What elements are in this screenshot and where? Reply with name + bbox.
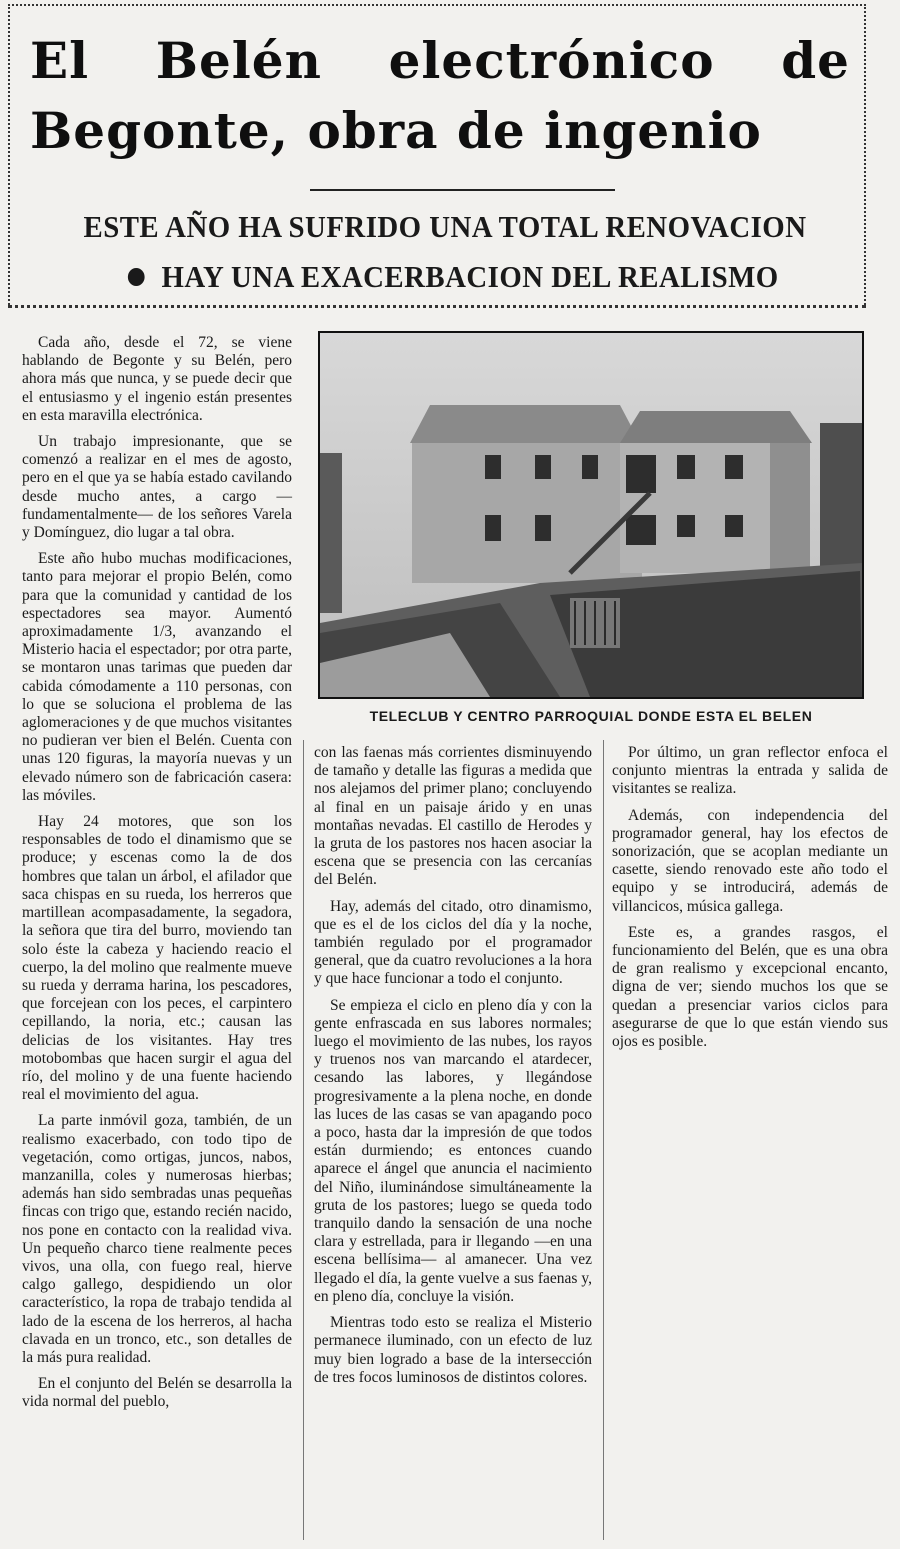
paragraph: Un trabajo impresionante, que se comenzó a realizar en el mes de agosto, pero en el que ya se había estado cavilando desde mucho antes, a cargo —fundamentalmente— de los señores Varela y Domínguez, dio lugar a tal obra. (22, 433, 292, 542)
bullet-separator-icon (128, 268, 145, 286)
paragraph: Hay, además del citado, otro dinamismo, que es el de los ciclos del día y la noche, también regulado por el programador general, que da cuatro revoluciones a la hora y que hace funcionar a todo el conjunto. (314, 897, 592, 988)
paragraph: con las faenas más corrientes disminuyendo de tamaño y detalle las figuras a medida que nos alejamos del primer plano; concluyendo al final en un paisaje árido y en unas montañas nevadas. El castillo de Herodes y la gruta de los pastores nos hacen asociar la escena que se presencia con las cercanías del Belén. (314, 744, 592, 889)
paragraph: Hay 24 motores, que son los responsables de todo el dinamismo que se produce; y escenas como la de dos hombres que talan un árbol, el afilador que saca chispas en su rueda, los herreros que martillean acompasadamente, la segadora, la señora que tira del burro, moviendo tan solo éste la cabeza y haciendo reacio el cuerpo, la del molino que realmente mueve su rueda y derrama harina, los pescadores, que forcejean con los peces, el carpintero cepillando, la noria, etc.; causan las delicias de los visitantes. Hay tres motobombas que hacen surgir el agua del río, del molino y de una fuente haciendo real el movimiento del agua. (22, 813, 292, 1104)
paragraph: Este es, a grandes rasgos, el funcionamiento del Belén, que es una obra de gran realismo y excepcional encanto, digna de ver; siendo muchos los que se quedan a presenciar varios ciclos para asegurarse de que lo que están viendo sus ojos es posible. (612, 923, 888, 1051)
text-column-3 (612, 744, 888, 1059)
paragraph: Este año hubo muchas modificaciones, tanto para mejorar el propio Belén, como para que la comunidad y cantidad de los espectadores sea mayor. Aumentó aproximadamente 1/3, avanzando el Misterio hacia el espectador; por otra parte, se montaron unas tarimas que pueden dar cabida cómodamente a 110 personas, con lo que se soluciona el problema de las aglomeraciones y de que muchos visitantes no pudieran ver bien el Belén. Cuenta con unas 120 figuras, la mayoría nuevas y un elevado número son de fabricación casera: las móviles. (22, 550, 292, 804)
text-column-1 (22, 334, 292, 1420)
subheadline (68, 202, 821, 302)
paragraph: Por último, un gran reflector enfoca el conjunto mientras la entrada y salida de visitantes se realiza. (612, 744, 888, 798)
teleclub-building-image (320, 333, 862, 697)
paragraph: En el conjunto del Belén se desarrolla la vida normal del pueblo, (22, 1375, 292, 1411)
headline: El Belén electrónico de Begonte, obra de ingenio (30, 31, 850, 160)
subheadline-part-1: ESTE AÑO HA SUFRIDO UNA TOTAL RENOVACION (83, 209, 807, 244)
column-divider (303, 740, 304, 1540)
photo-caption: TELECLUB Y CENTRO PARROQUIAL DONDE ESTA EL BELEN (369, 708, 813, 724)
paragraph: Cada año, desde el 72, se viene hablando de Begonte y su Belén, pero ahora más que nunca, y se puede decir que el entusiasmo y el ingenio están presentes en esta maravilla electrónica. (22, 334, 292, 424)
paragraph: Se empieza el ciclo en pleno día y con la gente enfrascada en sus labores normales; luego el movimiento de las nubes, los rayos y truenos nos van marcando el atardecer, cesando las labores, y llegándose progresivamente a la plena noche, en donde las luces de las casas se van apagando poco a poco, hasta dar la impresión de que todos están durmiendo; es entonces cuando aparece el ángel que anuncia el nacimiento del Niño, iluminándose simultáneamente la gruta de los pastores; luego se queda todo tranquilo dando la sensación de una noche clara y estrellada, para ir llegando —en una escena bellísima— al amanecer. Una vez llegado el día, la gente vuelve a sus faenas y, en pleno día, concluye la visión. (314, 996, 592, 1305)
paragraph: Mientras todo esto se realiza el Misterio permanece iluminado, con un efecto de luz muy bien logrado a base de la intersección de tres focos luminosos de distintos colores. (314, 1314, 592, 1386)
paragraph: Además, con independencia del programador general, hay los efectos de sonorización, que se acoplan mediante un casette, siendo renovado este año todo el equipo y se introducirá, además de villancicos, música gallega. (612, 806, 888, 915)
building-photo (318, 331, 864, 699)
headline-box (8, 4, 866, 308)
paragraph: La parte inmóvil goza, también, de un realismo exacerbado, con todo tipo de vegetación, como ortigas, juncos, nabos, manzanilla, coles y numerosas hierbas; además han sido sembradas unas pequeñas fincas con trigo que, estando recién nacido, nos pone en contacto con la realidad viva. Un pequeño charco tiene realmente peces vivos, una olla, con fuego real, hierve calgo gallego, despidiendo un olor característico, la ropa de trabajo tendida al lado de la escena de los herreros, al hacha clavada en un tronco, etc., son detalles de la más pura realidad. (22, 1112, 292, 1366)
column-divider (603, 740, 604, 1540)
text-column-2 (314, 744, 592, 1395)
headline-rule (310, 189, 615, 191)
subheadline-part-2: HAY UNA EXACERBACION DEL REALISMO (161, 259, 779, 294)
